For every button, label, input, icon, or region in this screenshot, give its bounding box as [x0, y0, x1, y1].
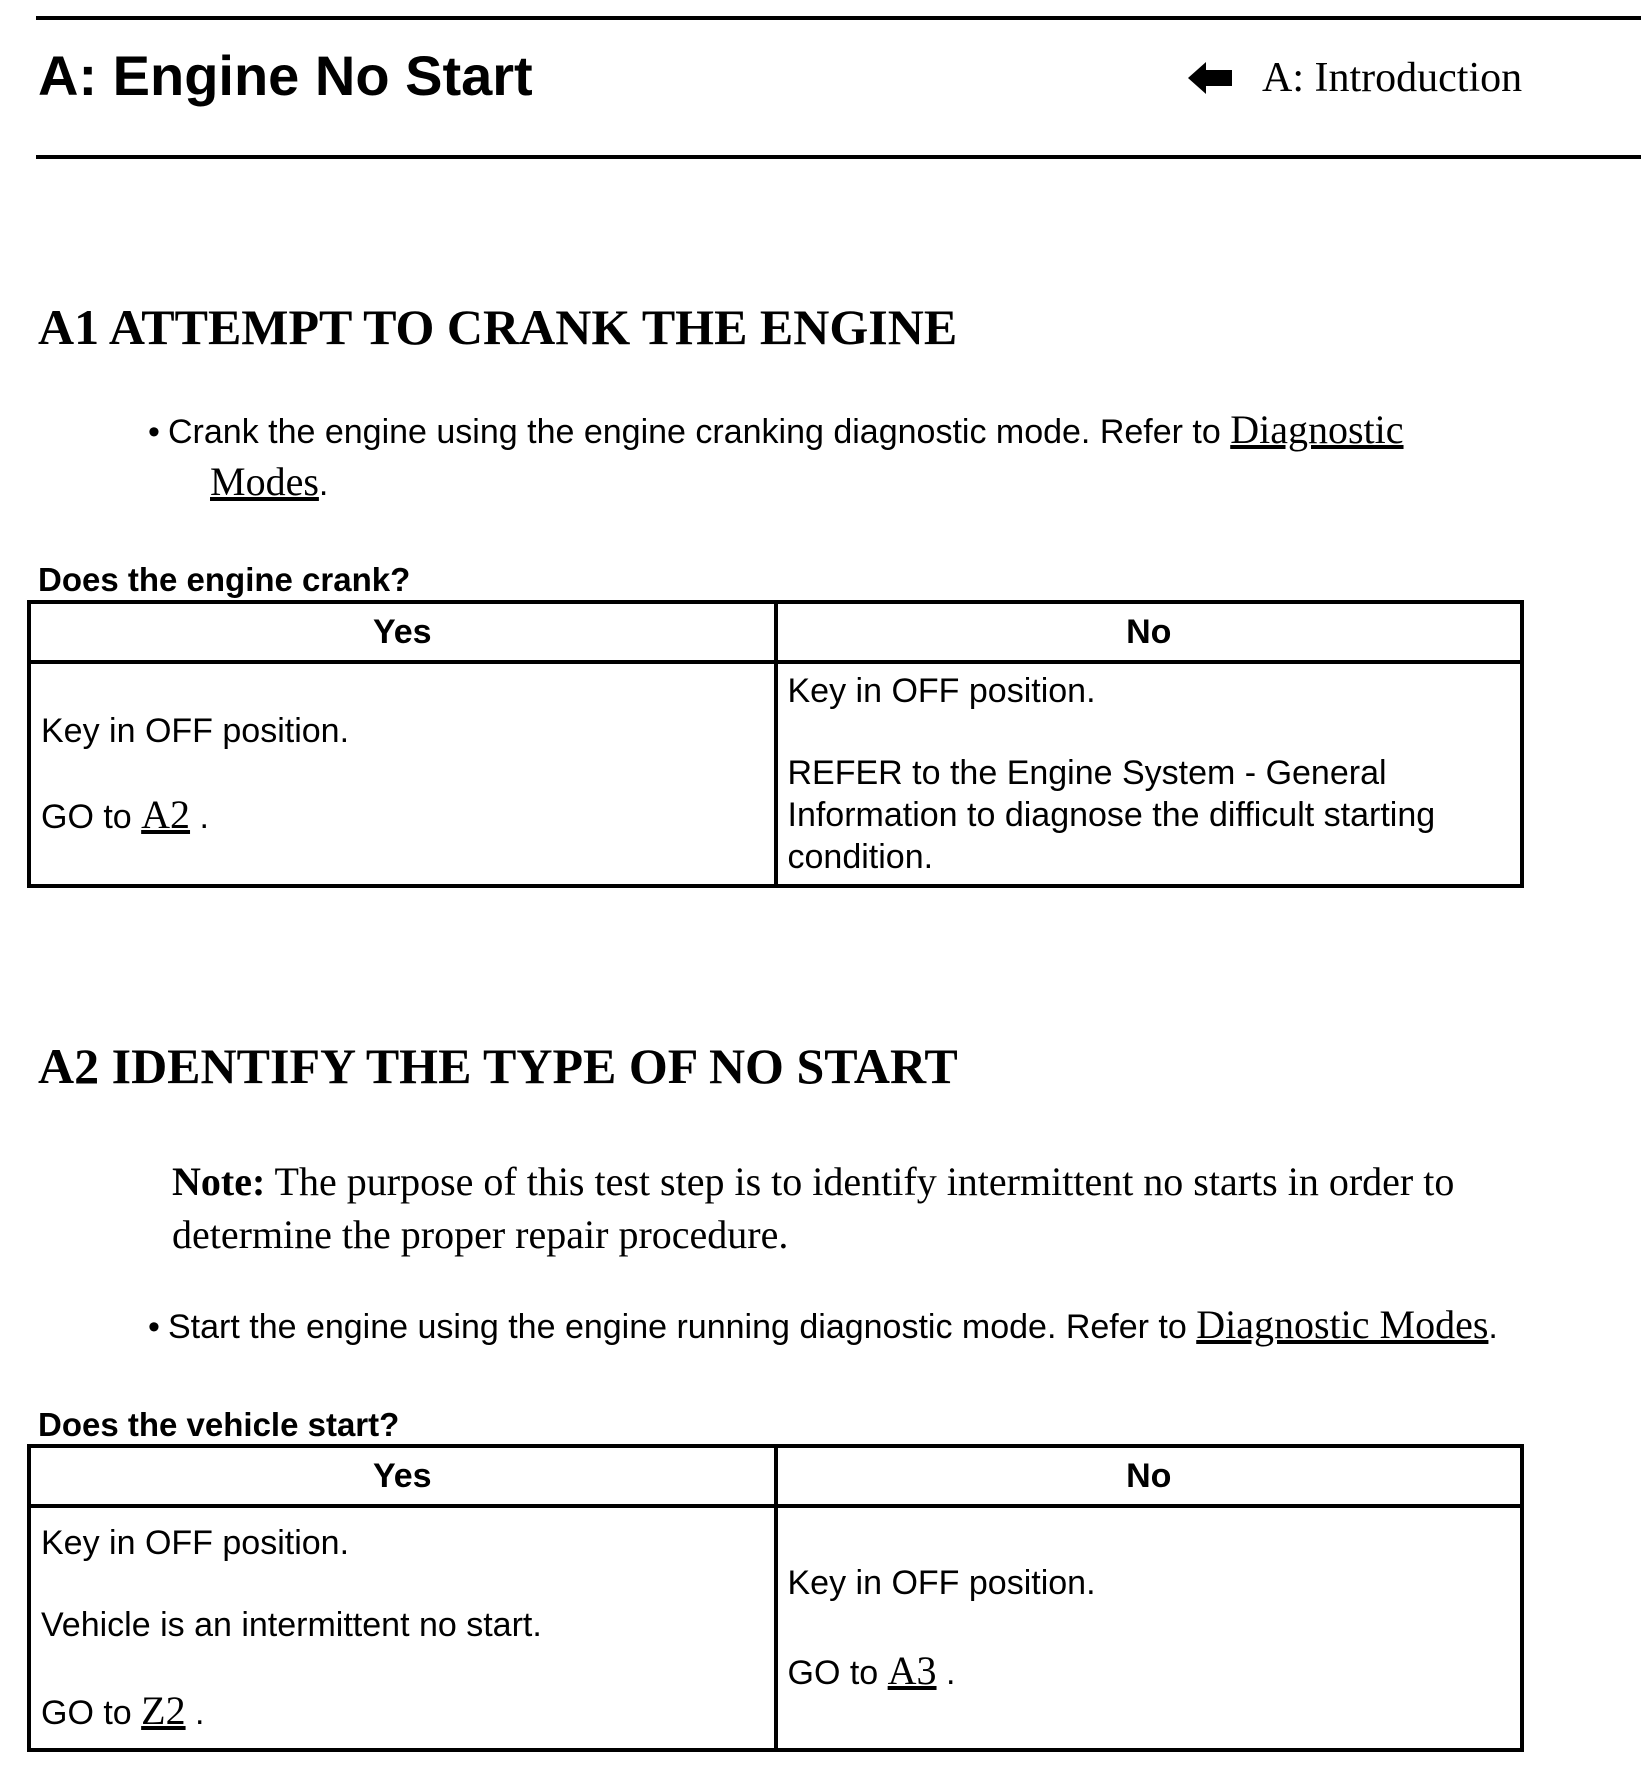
- step-a2-bullet-end: .: [1488, 1308, 1498, 1346]
- left-arrow-icon: [1188, 60, 1232, 96]
- diagnostic-modes-link-cont[interactable]: Modes: [210, 459, 319, 504]
- top-rule: [36, 16, 1641, 20]
- go-suffix: .: [185, 1694, 205, 1732]
- yes-cell: [29, 662, 776, 886]
- yes-intermittent-line: Vehicle is an intermittent no start.: [41, 1606, 542, 1644]
- yes-go-line: [41, 1690, 764, 1734]
- table-row: [29, 1506, 1522, 1750]
- step-a2-heading: A2 IDENTIFY THE TYPE OF NO START: [38, 1038, 958, 1094]
- go-prefix: GO to: [41, 1694, 142, 1732]
- yes-line: Key in OFF position.: [41, 712, 350, 750]
- step-a1-bullet-end: .: [318, 465, 329, 503]
- back-link-label: A: Introduction: [1262, 55, 1523, 101]
- go-to-a2-link[interactable]: A2: [141, 792, 191, 837]
- step-a1-table: [27, 600, 1524, 888]
- table-header-row: [29, 1446, 1522, 1506]
- bullet-icon: •: [148, 413, 160, 451]
- no-header: No: [776, 1446, 1523, 1506]
- go-suffix: .: [936, 1654, 956, 1692]
- step-a1-bullet: [148, 405, 1404, 509]
- note-label: Note:: [172, 1159, 266, 1204]
- step-a1-heading: A1 ATTEMPT TO CRANK THE ENGINE: [38, 299, 958, 355]
- yes-go-line: [41, 794, 764, 838]
- go-to-a3-link[interactable]: A3: [887, 1648, 937, 1693]
- table-header-row: [29, 602, 1522, 662]
- no-line: Key in OFF position.: [787, 1564, 1096, 1602]
- back-link-introduction[interactable]: [1188, 50, 1522, 106]
- bullet-icon: •: [148, 1308, 160, 1346]
- yes-header: Yes: [29, 602, 776, 662]
- no-cell: [776, 1506, 1523, 1750]
- no-go-line: [788, 1650, 1511, 1694]
- page-title: A: Engine No Start: [38, 44, 533, 107]
- no-cell: [776, 662, 1523, 886]
- step-a2-bullet: [148, 1300, 1498, 1352]
- step-a1-bullet-text: Crank the engine using the engine cranking diagnostic mode. Refer to: [168, 413, 1231, 451]
- go-suffix: .: [190, 798, 209, 836]
- step-a1-question: Does the engine crank?: [38, 561, 411, 598]
- no-header: No: [776, 602, 1523, 662]
- table-row: [29, 662, 1522, 886]
- no-refer-line: REFER to the Engine System - General Information to diagnose the difficult starting condition.: [787, 754, 1436, 876]
- no-line: Key in OFF position.: [787, 672, 1096, 710]
- step-a2-bullet-text: Start the engine using the engine running diagnostic mode. Refer to: [168, 1308, 1197, 1346]
- diagnostic-modes-link[interactable]: Diagnostic: [1230, 407, 1404, 452]
- diagnostic-modes-link[interactable]: Diagnostic Modes: [1196, 1302, 1489, 1347]
- yes-header: Yes: [29, 1446, 776, 1506]
- note-text: The purpose of this test step is to identify intermittent no starts in order to determine the proper repair procedure.: [172, 1159, 1455, 1257]
- go-prefix: GO to: [41, 798, 142, 836]
- step-a2-table: [27, 1444, 1524, 1752]
- go-to-z2-link[interactable]: Z2: [141, 1688, 186, 1733]
- header-bottom-rule: [36, 155, 1641, 159]
- step-a2-note: [172, 1155, 1612, 1261]
- yes-cell: [29, 1506, 776, 1750]
- go-prefix: GO to: [787, 1654, 888, 1692]
- yes-line: Key in OFF position.: [41, 1524, 350, 1562]
- step-a2-question: Does the vehicle start?: [38, 1406, 400, 1443]
